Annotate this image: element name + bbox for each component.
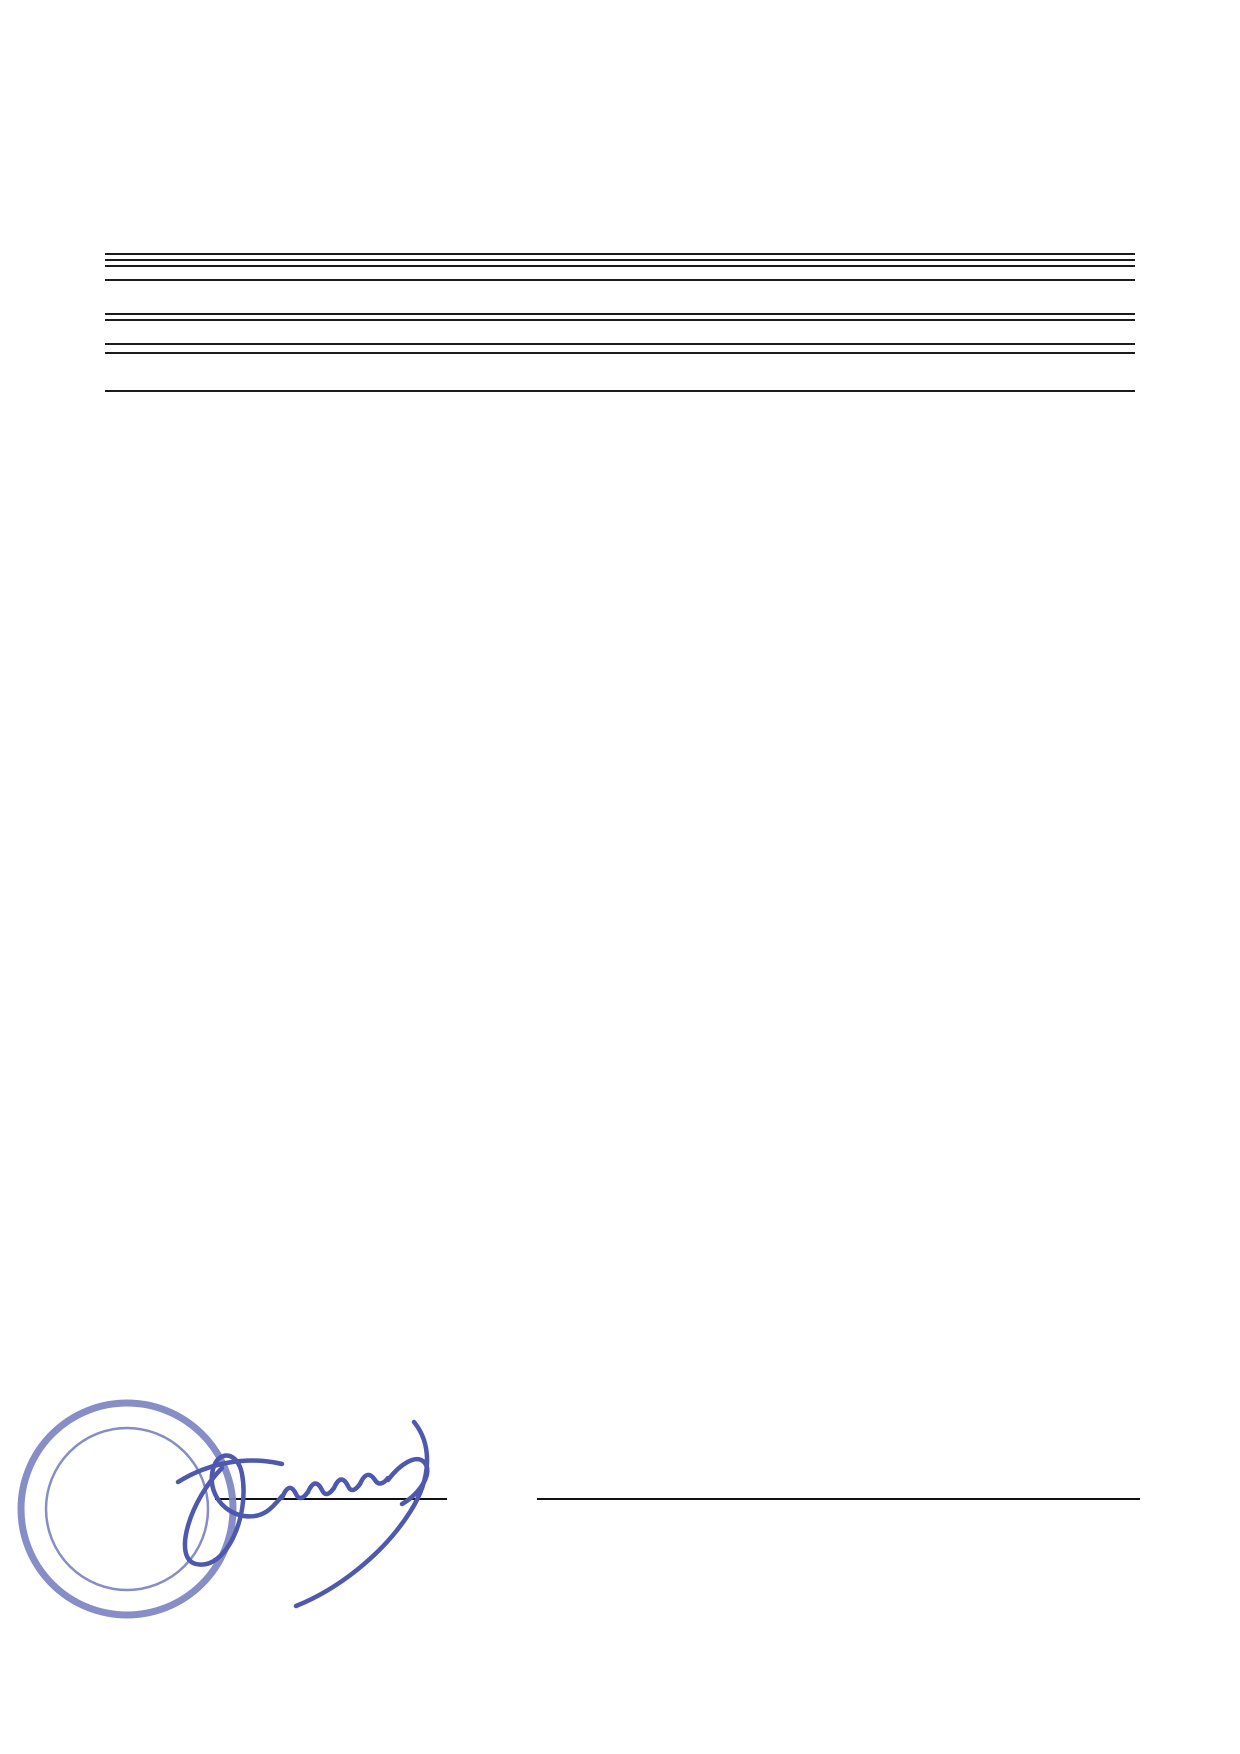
document-body	[105, 0, 1135, 395]
contact-hint	[105, 267, 1135, 270]
conformity-hint	[105, 354, 1135, 357]
in-person-hint	[105, 281, 1135, 284]
signature-scrawl	[170, 1408, 500, 1618]
serial-hint	[105, 321, 1135, 324]
initials-line	[537, 1498, 1140, 1500]
basis-hint	[105, 392, 1135, 395]
